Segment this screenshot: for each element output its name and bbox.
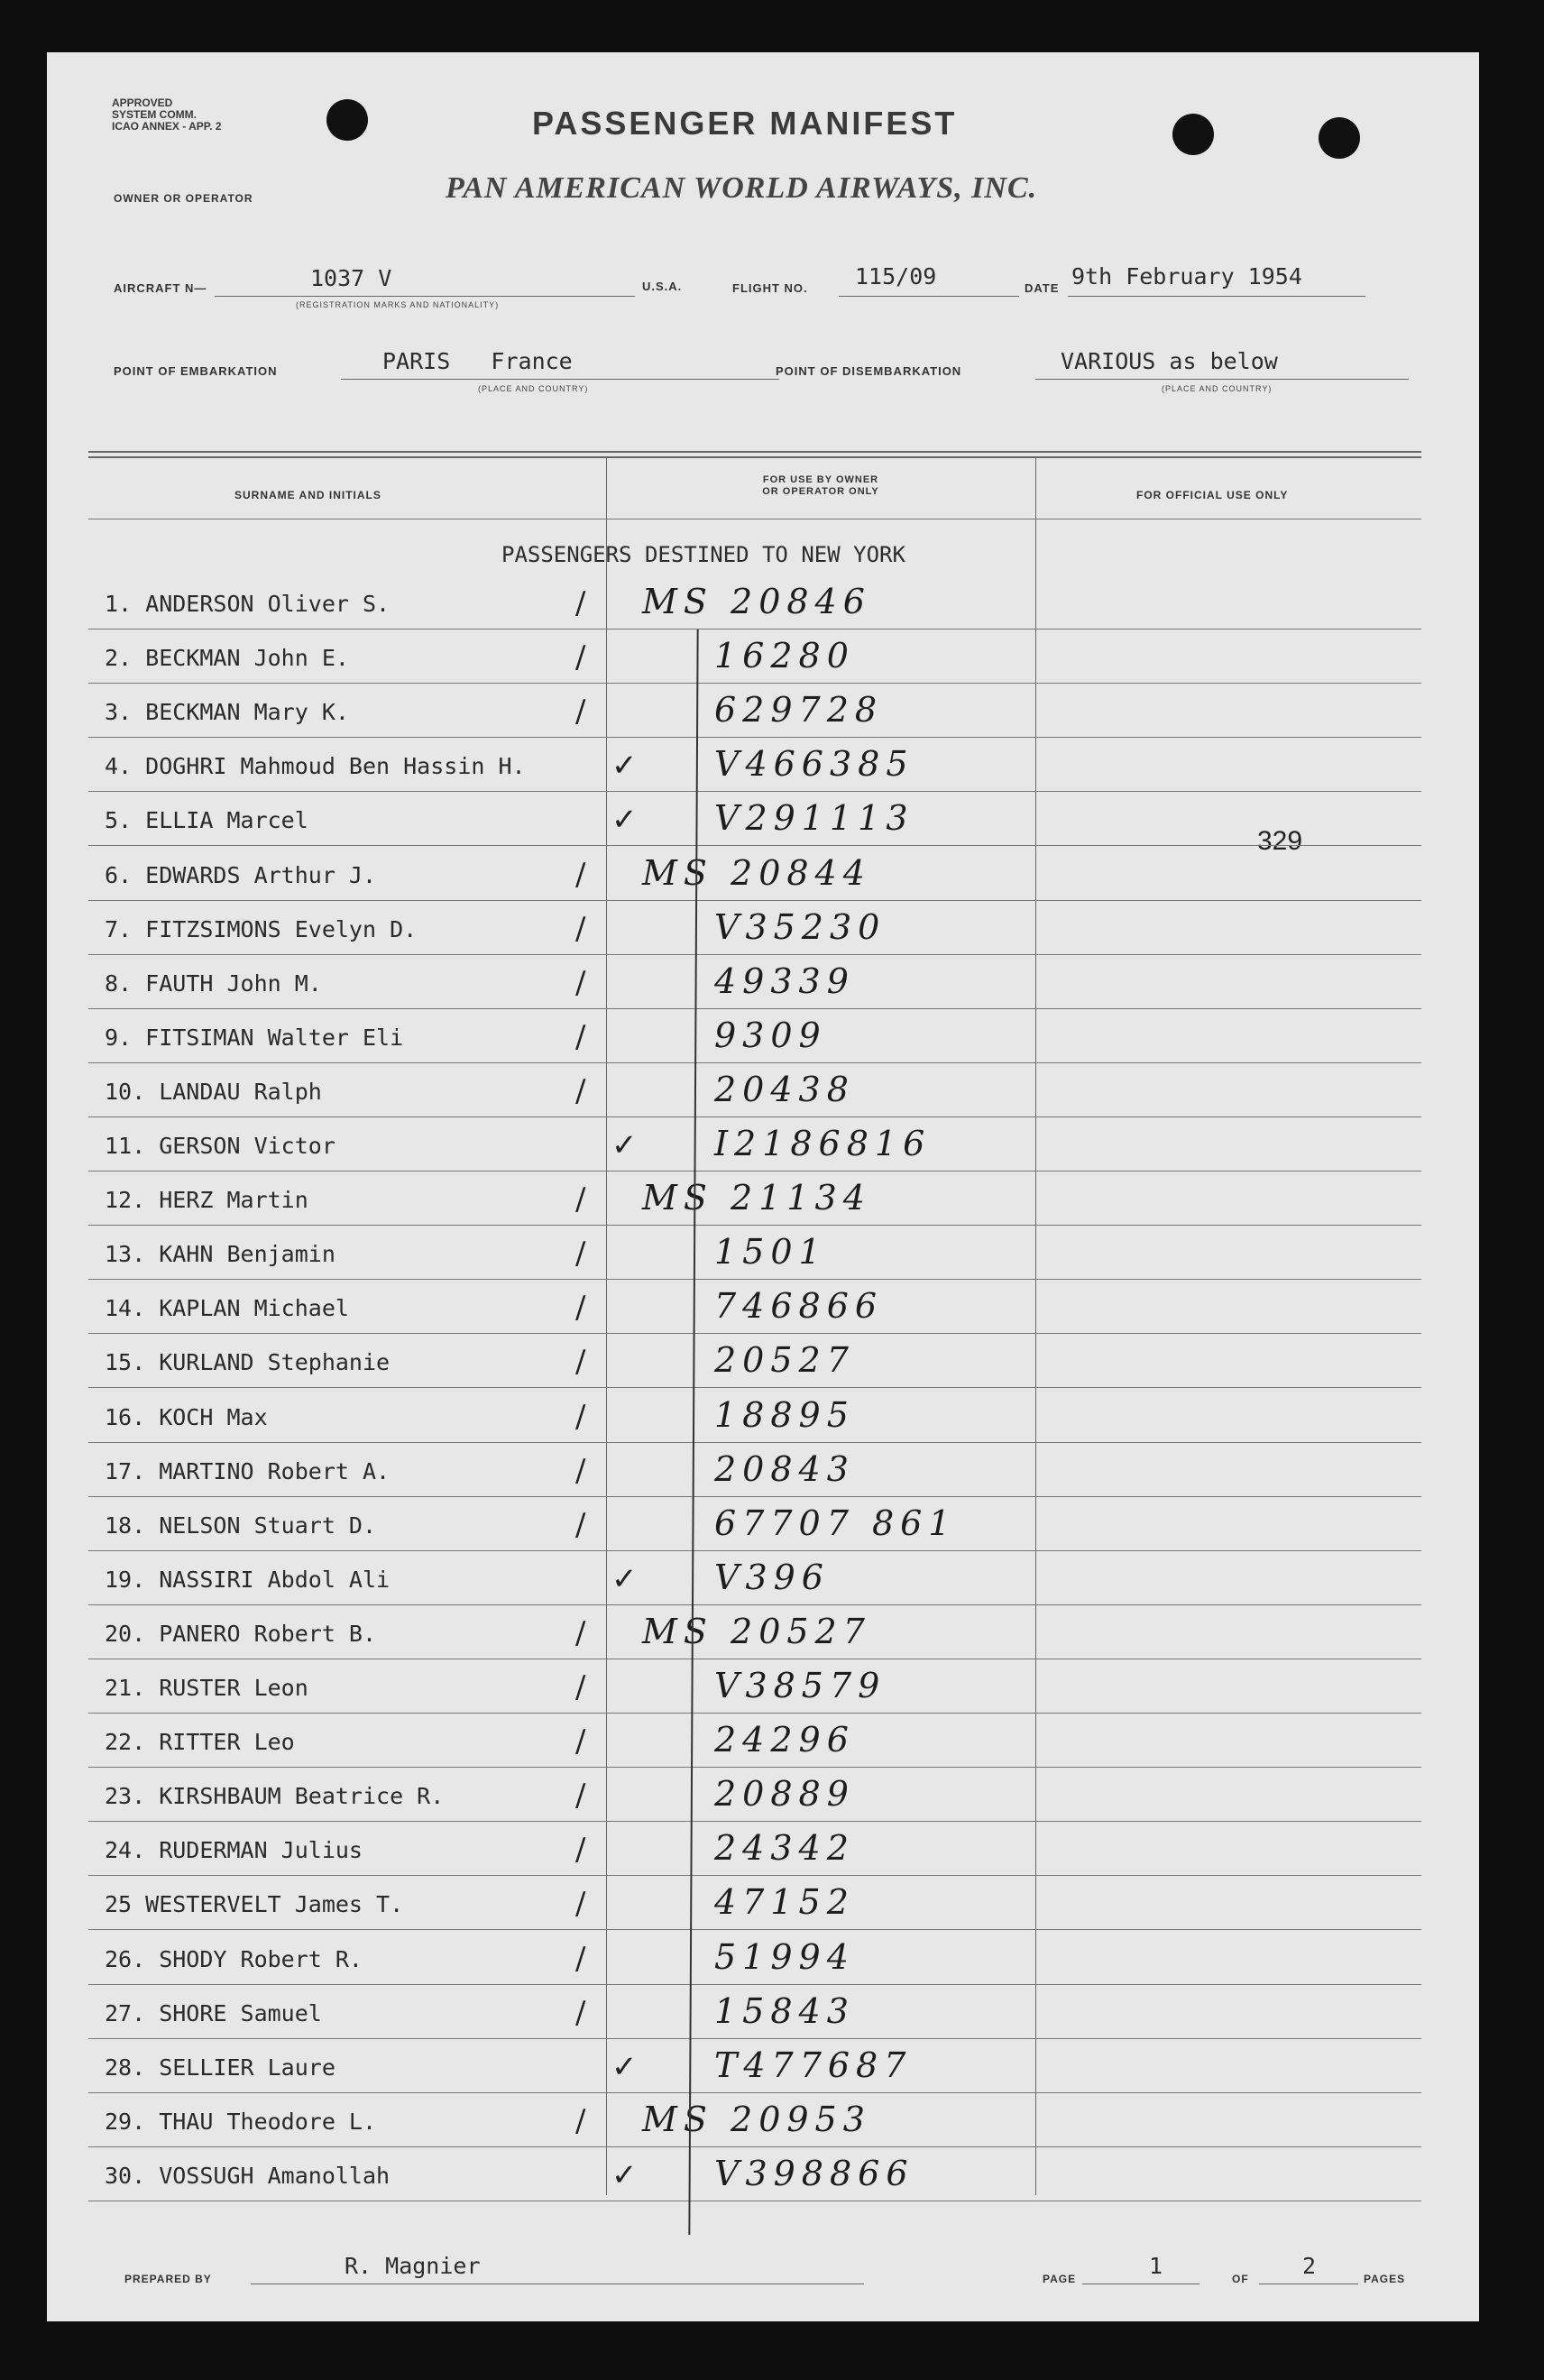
row-rule [88,1333,1421,1334]
passenger-name: 20. PANERO Robert B. [105,1620,377,1647]
owner-use-number: I2186816 [714,1124,932,1163]
passenger-name: 14. KAPLAN Michael [105,1295,349,1322]
table-row [47,1990,1479,2035]
passenger-name: 21. RUSTER Leon [105,1675,308,1701]
row-rule [88,2092,1421,2093]
approval-line-1: APPROVED [112,96,173,109]
row-rule [88,1984,1421,1985]
owner-use-number: 20438 [714,1069,855,1109]
flight-label: FLIGHT NO. [732,281,808,295]
passenger-name: 1. ANDERSON Oliver S. [105,591,391,617]
check-mark: / [575,1669,586,1705]
table-row [47,1286,1479,1329]
punch-hole-right-2 [1319,117,1360,159]
country-label: U.S.A. [642,280,683,293]
row-rule [88,1929,1421,1930]
owner-use-number: 18895 [714,1394,855,1435]
row-rule [88,1279,1421,1280]
row-rule [88,1387,1421,1388]
col-header-owner-use [606,474,1035,498]
check-mark: / [575,1236,586,1273]
row-rule [88,1821,1421,1822]
approval-stamp [112,97,222,133]
row-rule [88,1604,1421,1605]
check-mark: ✓ [611,2048,638,2085]
page-title: PASSENGER MANIFEST [532,105,958,142]
check-mark: / [575,1181,586,1218]
row-rule [88,954,1421,955]
passenger-name: 11. GERSON Victor [105,1133,335,1159]
row-rule [88,845,1421,846]
row-rule [88,1442,1421,1443]
check-mark: / [575,1994,586,2031]
prepared-by-label: PREPARED BY [124,2273,212,2285]
table-row [47,2099,1479,2143]
check-mark: / [575,2102,586,2139]
owner-use-number: 1501 [714,1232,827,1273]
check-mark: / [575,964,586,1001]
page-label: PAGE [1043,2273,1077,2285]
passenger-name: 12. HERZ Martin [105,1187,308,1214]
check-mark: / [575,1344,586,1381]
manifest-sheet [47,52,1479,2321]
check-mark: / [575,1832,586,1869]
table-row [47,1124,1479,1167]
passenger-name: 6. EDWARDS Arthur J. [105,861,377,888]
table-row [47,1720,1479,1763]
owner-use-number: V38579 [714,1666,887,1705]
check-mark: ✓ [611,802,638,839]
disembarkation-label: POINT OF DISEMBARKATION [776,364,962,378]
owner-use-number: MS 20846 [642,582,871,621]
col-header-official-use: FOR OFFICIAL USE ONLY [1136,489,1289,501]
owner-use-number: 24296 [714,1720,855,1760]
passenger-name: 3. BECKMAN Mary K. [105,699,349,726]
row-rule [88,737,1421,738]
owner-use-number: 20843 [714,1448,855,1489]
row-rule [88,2038,1421,2039]
row-rule [88,1116,1421,1117]
date-label: DATE [1025,281,1060,295]
owner-use-number: V398866 [714,2153,914,2193]
page-total: 2 [1302,2253,1317,2279]
passenger-name: 4. DOGHRI Mahmoud Ben Hassin H. [105,753,526,780]
owner-use-number: 51994 [714,1936,855,1977]
row-rule [88,1550,1421,1551]
passenger-name: 9. FITSIMAN Walter Eli [105,1024,404,1051]
table-row [47,690,1479,733]
passenger-name: 27. SHORE Samuel [105,1999,322,2026]
col-header-owner-line-2: OR OPERATOR ONLY [762,486,879,497]
check-mark: / [575,1398,586,1435]
passenger-name: 2. BECKMAN John E. [105,645,349,672]
row-rule [88,1496,1421,1497]
check-mark: / [575,1506,586,1543]
table-row [47,906,1479,951]
flight-number: 115/09 [855,263,937,289]
passenger-name: 18. NELSON Stuart D. [105,1512,377,1539]
passenger-name: 13. KAHN Benjamin [105,1241,335,1268]
passenger-name: 28. SELLIER Laure [105,2054,335,2081]
disembarkation-sublabel: (PLACE AND COUNTRY) [1162,384,1273,393]
table-row [47,2045,1479,2089]
table-row [47,1232,1479,1275]
check-mark: / [575,1018,586,1055]
owner-use-number: 20527 [714,1340,855,1381]
punch-hole-left [326,99,368,141]
owner-use-number: 746866 [714,1286,884,1327]
aircraft-registration: 1037 V [310,265,392,291]
prepared-by-name: R. Magnier [345,2253,481,2279]
owner-use-number: 20889 [714,1774,855,1815]
table-row [47,582,1479,625]
row-rule [88,1225,1421,1226]
row-rule [88,1062,1421,1063]
row-rule [88,1875,1421,1876]
table-row [47,1557,1479,1601]
row-rule [88,1171,1421,1172]
passenger-name: 23. KIRSHBAUM Beatrice R. [105,1783,445,1810]
section-heading: PASSENGERS DESTINED TO NEW YORK [501,542,905,567]
owner-use-number: 629728 [714,690,884,731]
passenger-name: 10. LANDAU Ralph [105,1078,322,1105]
row-rule [88,900,1421,901]
owner-use-number: V291113 [714,798,914,839]
passenger-name: 25 WESTERVELT James T. [105,1891,404,1918]
col-header-owner-line-1: FOR USE BY OWNER [762,474,879,485]
embarkation-label: POINT OF EMBARKATION [114,364,278,378]
passenger-name: 19. NASSIRI Abdol Ali [105,1566,391,1593]
passenger-name: 15. KURLAND Stephanie [105,1349,391,1376]
passenger-name: 5. ELLIA Marcel [105,807,308,834]
owner-use-number: 49339 [714,960,855,1001]
row-rule [88,683,1421,684]
aircraft-sublabel: (REGISTRATION MARKS AND NATIONALITY) [296,300,500,309]
table-row [47,1394,1479,1438]
check-mark: ✓ [611,1127,638,1163]
row-rule [88,1713,1421,1714]
table-row [47,1502,1479,1547]
owner-use-number: 16280 [714,636,855,676]
check-mark: / [575,1290,586,1327]
approval-line-3: ICAO ANNEX - APP. 2 [112,120,222,133]
table-row [47,1666,1479,1709]
check-mark: / [575,1452,586,1489]
row-rule [88,1767,1421,1768]
passenger-name: 8. FAUTH John M. [105,969,322,997]
check-mark: / [575,1886,586,1923]
punch-hole-right-1 [1172,114,1214,155]
check-mark: ✓ [611,2156,638,2193]
check-mark: / [575,1723,586,1760]
check-mark: / [575,694,586,731]
operator-name: PAN AMERICAN WORLD AIRWAYS, INC. [446,171,1038,205]
passenger-name: 26. SHODY Robert R. [105,1945,363,1972]
pages-label: PAGES [1364,2273,1406,2285]
table-row [47,852,1479,896]
owner-use-number: 67707 861 [714,1502,957,1543]
check-mark: ✓ [611,748,638,785]
check-mark: / [575,585,586,621]
table-row [47,2153,1479,2197]
owner-use-number: T477687 [714,2045,913,2085]
owner-use-number: 15843 [714,1990,855,2031]
of-label: OF [1232,2273,1249,2285]
owner-use-number: 24342 [714,1828,855,1869]
check-mark: ✓ [611,1560,638,1597]
table-row [47,744,1479,787]
owner-use-number: MS 20844 [642,852,871,893]
check-mark: / [575,856,586,893]
check-mark: / [575,1940,586,1977]
check-mark: / [575,639,586,676]
aircraft-label: AIRCRAFT N— [114,281,207,295]
owner-use-number: 9309 [714,1015,827,1055]
row-rule [88,791,1421,792]
row-rule [88,2146,1421,2147]
table-row [47,1882,1479,1925]
table-row [47,1340,1479,1383]
passenger-name: 16. KOCH Max [105,1403,268,1430]
passenger-name: 7. FITZSIMONS Evelyn D. [105,915,418,942]
table-row [47,1936,1479,1980]
owner-use-number: V35230 [714,906,887,947]
passenger-name: 17. MARTINO Robert A. [105,1457,391,1484]
passenger-name: 29. THAU Theodore L. [105,2108,377,2135]
col-header-surname: SURNAME AND INITIALS [234,489,381,501]
flight-date: 9th February 1954 [1071,263,1302,289]
owner-use-number: V396 [714,1557,830,1597]
owner-label: OWNER OR OPERATOR [114,192,253,205]
embarkation-point: PARIS France [382,348,573,374]
passenger-name: 30. VOSSUGH Amanollah [105,2162,391,2189]
owner-use-number: MS 21134 [642,1178,871,1218]
table-row [47,1774,1479,1817]
disembarkation-point: VARIOUS as below [1061,348,1278,374]
table-row [47,1069,1479,1113]
embarkation-sublabel: (PLACE AND COUNTRY) [478,384,589,393]
check-mark: / [575,1614,586,1651]
table-row [47,1015,1479,1059]
owner-use-number: MS 20953 [642,2099,871,2139]
passenger-name: 24. RUDERMAN Julius [105,1837,363,1864]
page-number: 1 [1149,2253,1163,2279]
table-row [47,1611,1479,1655]
approval-line-2: SYSTEM COMM. [112,108,198,121]
table-row [47,1178,1479,1221]
check-mark: / [575,910,586,947]
table-row [47,1448,1479,1493]
owner-use-number: MS 20527 [642,1611,871,1651]
official-use-note: 329 [1257,826,1303,856]
check-mark: / [575,1072,586,1109]
table-row [47,960,1479,1005]
passenger-name: 22. RITTER Leo [105,1729,295,1756]
table-row [47,636,1479,679]
owner-use-number: V466385 [714,744,914,785]
table-row [47,798,1479,841]
row-rule [88,1008,1421,1009]
table-row [47,1828,1479,1871]
check-mark: / [575,1778,586,1815]
owner-use-number: 47152 [714,1882,855,1923]
